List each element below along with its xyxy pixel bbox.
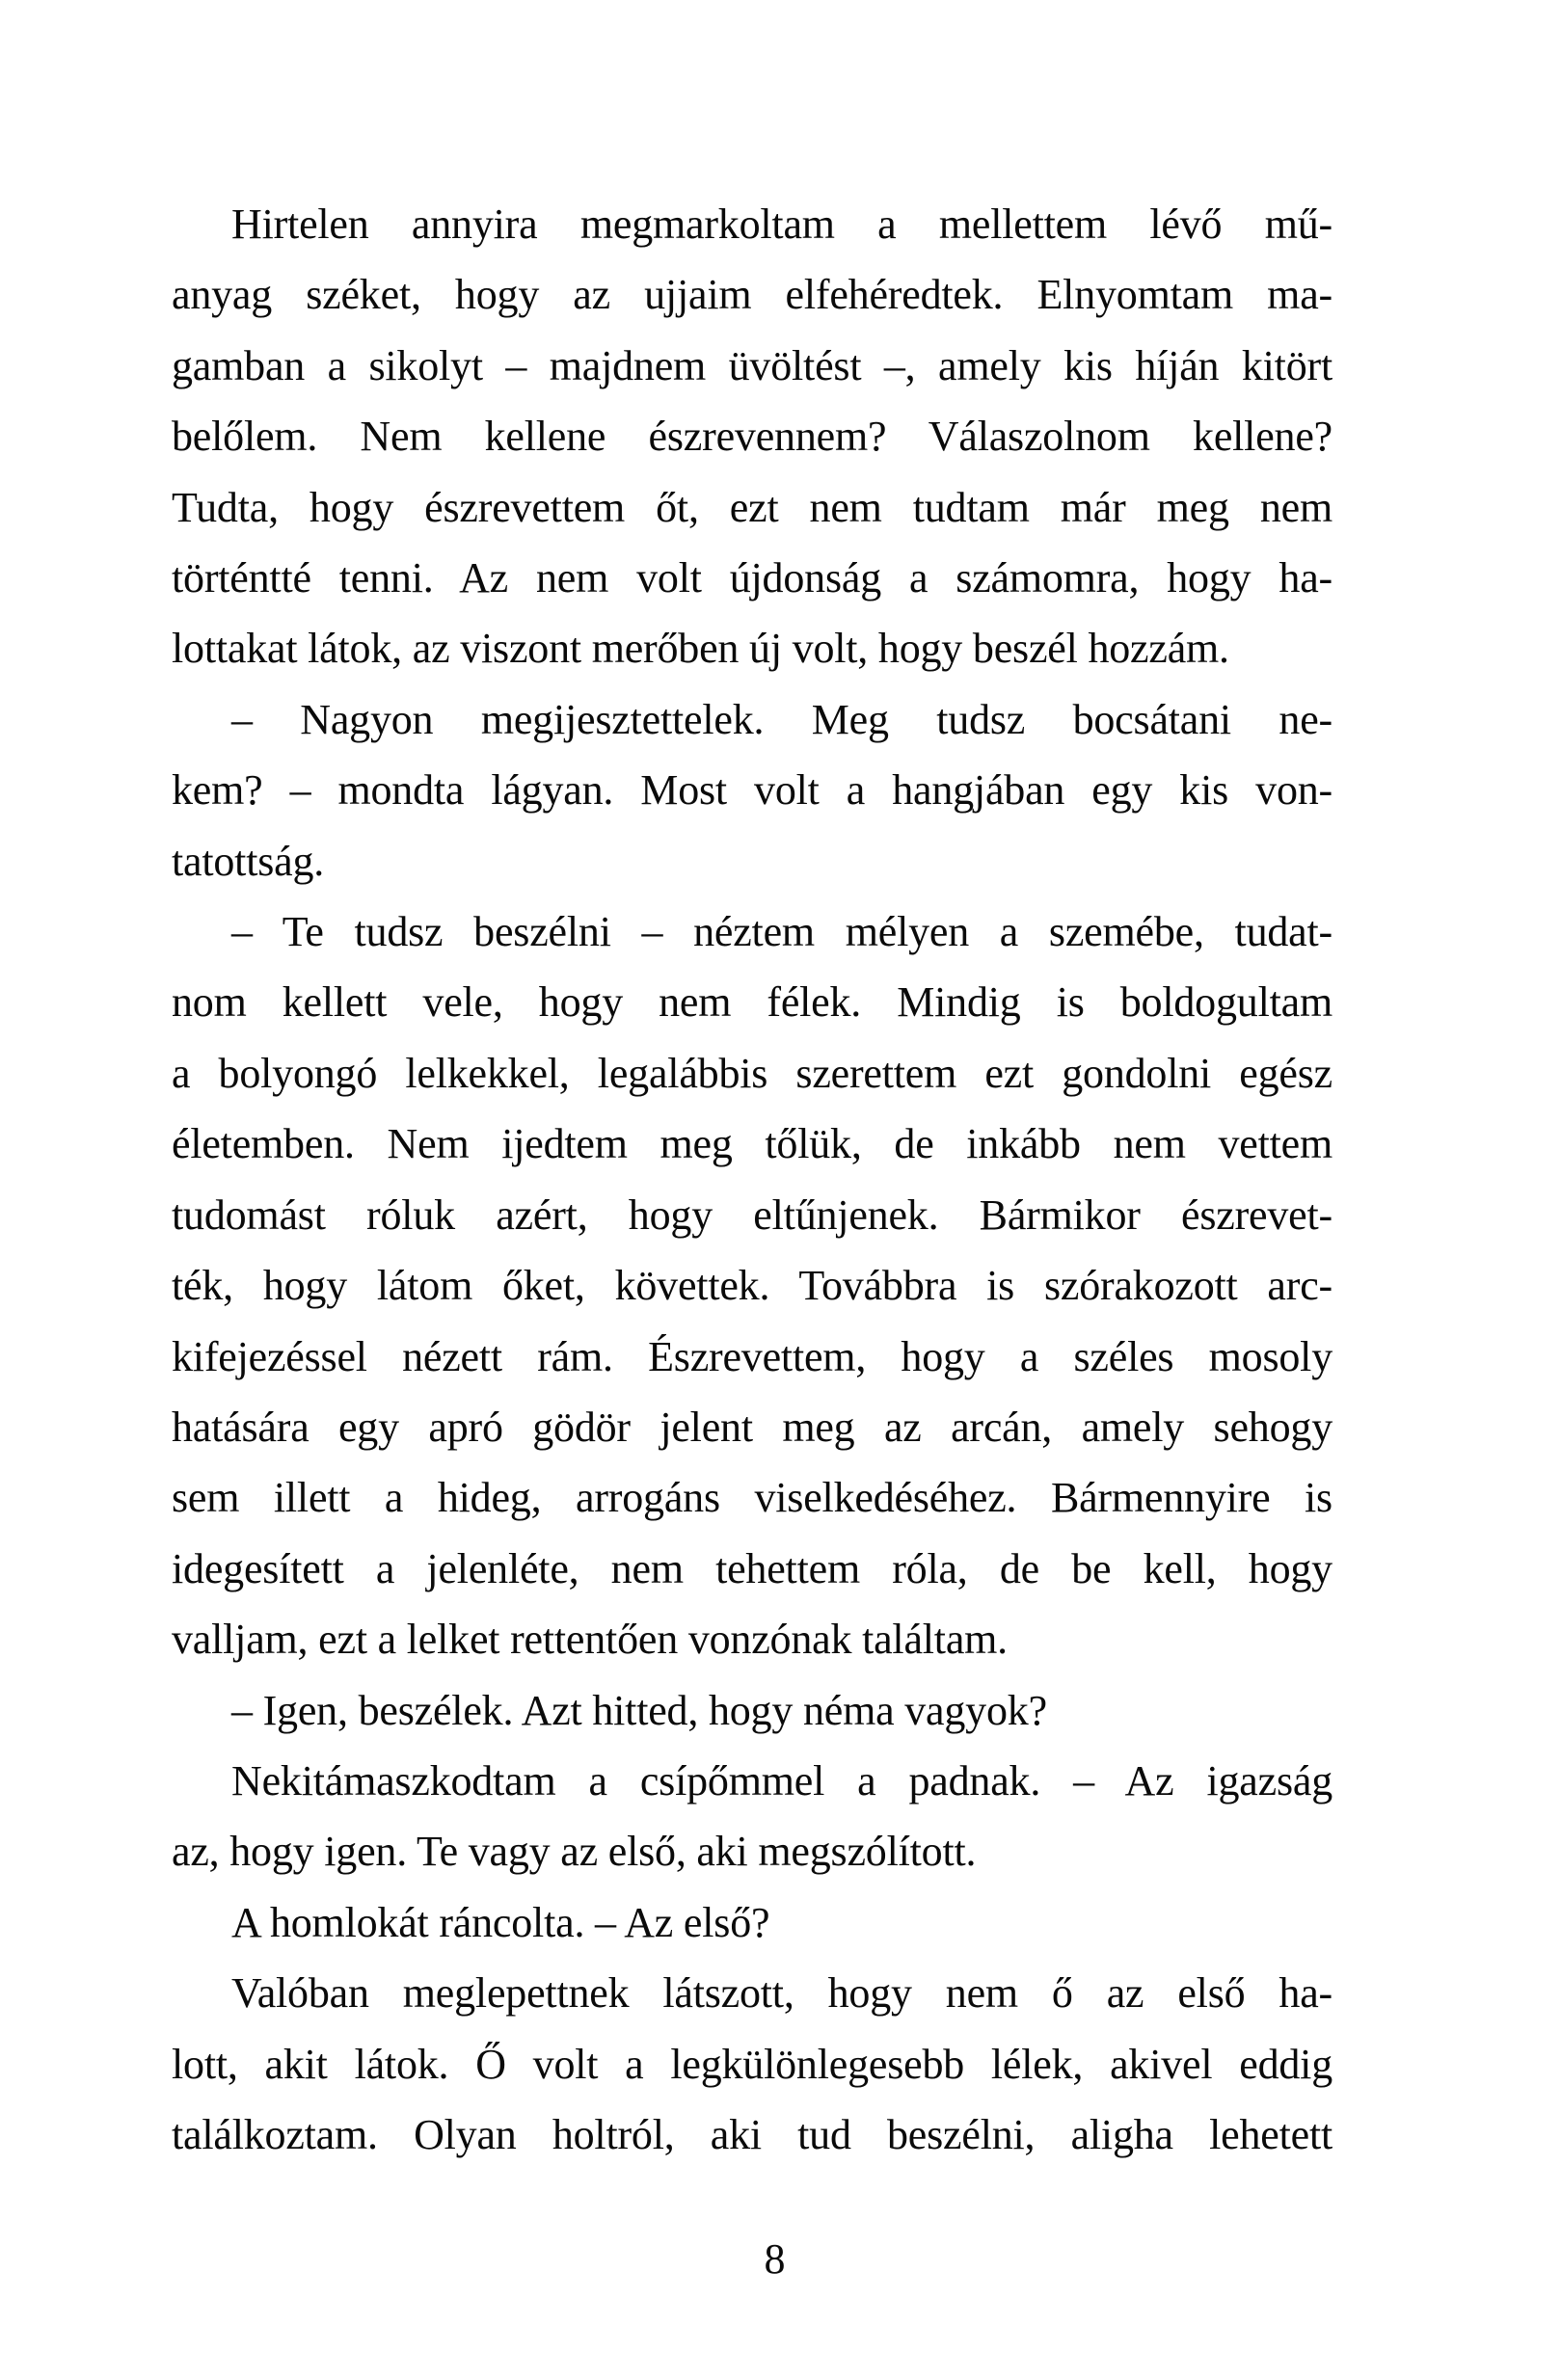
paragraph: [172, 1746, 1332, 1887]
text-line: idegesített a jelenléte, nem tehettem róla, de be kell, hogy: [172, 1544, 1332, 1592]
text-line: anyag széket, hogy az ujjaim elfehéredtek. Elnyomtam ma-: [172, 271, 1332, 319]
text-line: Valóban meglepettnek látszott, hogy nem ő az első ha-: [231, 1969, 1332, 2018]
text-line: lott, akit látok. Ő volt a legkülönlegesebb lélek, akivel eddig: [172, 2040, 1332, 2088]
text-line: a bolyongó lelkekkel, legalábbis szerettem ezt gondolni egész: [172, 1049, 1332, 1097]
text-line: – Igen, beszélek. Azt hitted, hogy néma vagyok?: [231, 1686, 1047, 1734]
text-line: találkoztam. Olyan holtról, aki tud beszélni, aligha lehetett: [172, 2110, 1332, 2158]
page-text: [172, 189, 1332, 2170]
text-line: gamban a sikolyt – majdnem üvöltést –, amely kis híján kitört: [172, 341, 1332, 389]
text-line: az, hogy igen. Te vagy az első, aki megszólított.: [172, 1828, 977, 1876]
text-line: A homlokát ráncolta. – Az első?: [231, 1898, 770, 1946]
text-line: nom kellett vele, hogy nem félek. Mindig is boldogultam: [172, 978, 1332, 1027]
paragraph: [172, 1887, 1332, 1958]
text-line: belőlem. Nem kellene észrevennem? Válaszolnom kellene?: [172, 413, 1332, 461]
paragraph: [172, 189, 1332, 684]
text-line: Hirtelen annyira megmarkoltam a mellettem lévő mű-: [231, 201, 1332, 248]
text-line: kifejezéssel nézett rám. Észrevettem, hogy a széles mosoly: [172, 1332, 1332, 1380]
text-line: – Nagyon megijesztettelek. Meg tudsz bocsátani ne-: [231, 695, 1332, 743]
text-line: tudomást róluk azért, hogy eltűnjenek. Bármikor észrevet-: [172, 1190, 1332, 1239]
paragraph: [172, 1958, 1332, 2170]
text-line: Nekitámaszkodtam a csípőmmel a padnak. – Az igazság: [231, 1756, 1332, 1805]
text-line: ték, hogy látom őket, követtek. Továbbra is szórakozott arc-: [172, 1262, 1332, 1310]
text-line: – Te tudsz beszélni – néztem mélyen a szemébe, tudat-: [231, 908, 1332, 956]
text-line: sem illett a hideg, arrogáns viselkedéséhez. Bármennyire is: [172, 1474, 1332, 1522]
text-line: hatására egy apró gödör jelent meg az arcán, amely sehogy: [172, 1403, 1332, 1451]
paragraph: [172, 1675, 1332, 1746]
paragraph: [172, 684, 1332, 896]
page-number: 8: [764, 2235, 786, 2283]
text-line: kem? – mondta lágyan. Most volt a hangjában egy kis von-: [172, 766, 1332, 815]
paragraph: [172, 896, 1332, 1674]
text-line: tatottság.: [172, 837, 325, 885]
text-line: Tudta, hogy észrevettem őt, ezt nem tudtam már meg nem: [172, 483, 1332, 531]
text-line: történtté tenni. Az nem volt újdonság a számomra, hogy ha-: [172, 554, 1332, 602]
text-line: valljam, ezt a lelket rettentően vonzónak találtam.: [172, 1616, 1008, 1664]
text-line: lottakat látok, az viszont merőben új volt, hogy beszél hozzám.: [172, 625, 1229, 673]
text-line: életemben. Nem ijedtem meg tőlük, de inkább nem vettem: [172, 1120, 1332, 1168]
